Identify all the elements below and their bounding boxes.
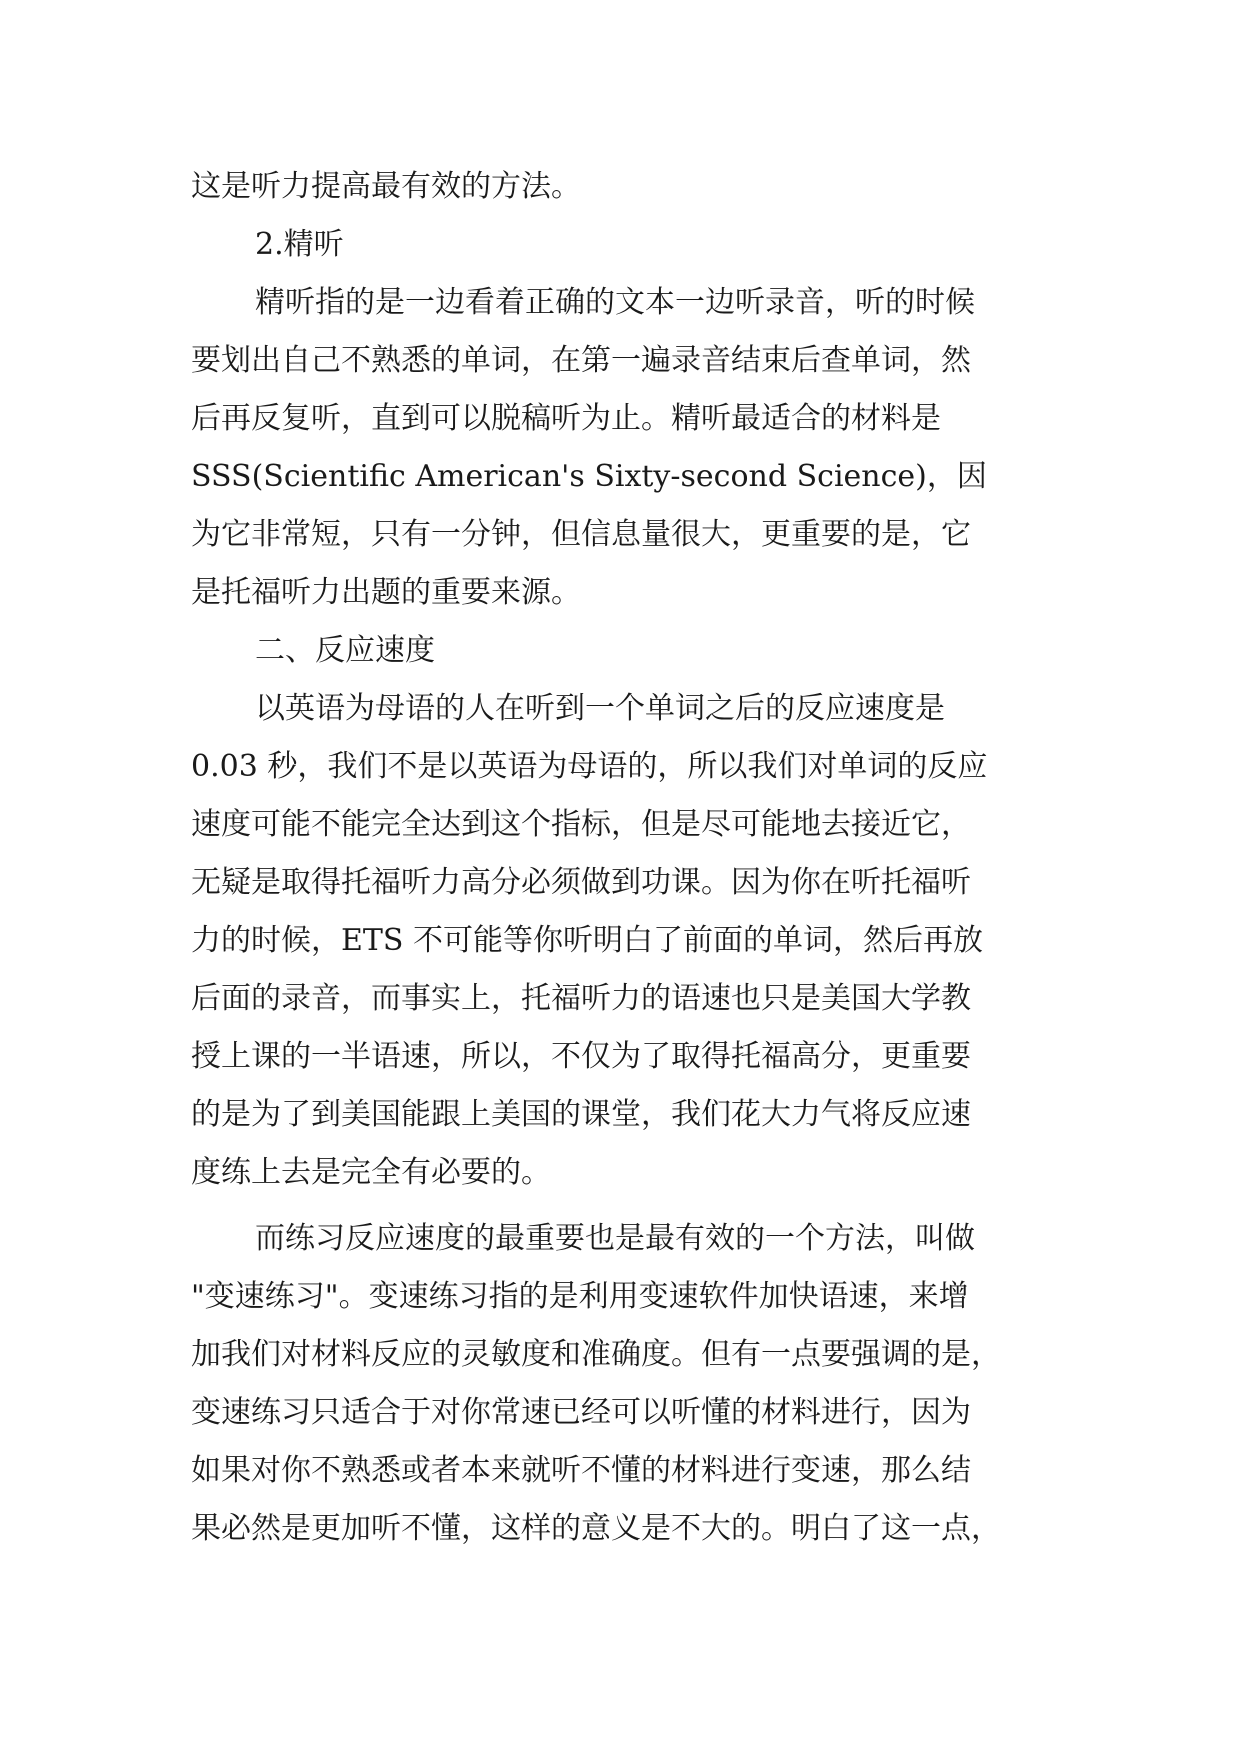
- text-line: 要划出自己不熟悉的单词，在第一遍录音结束后查单词，然: [191, 343, 971, 378]
- section-heading: 二、反应速度: [255, 633, 435, 668]
- text-line: 精听指的是一边看着正确的文本一边听录音，听的时候: [255, 285, 975, 320]
- text-line: 授上课的一半语速，所以，不仅为了取得托福高分，更重要: [191, 1039, 971, 1074]
- text-line: 后面的录音，而事实上，托福听力的语速也只是美国大学教: [191, 981, 971, 1016]
- text-line: 的是为了到美国能跟上美国的课堂，我们花大力气将反应速: [191, 1097, 971, 1132]
- text-line: 这是听力提高最有效的方法。: [191, 169, 581, 204]
- document-body: [191, 158, 1051, 1558]
- text-line: 0.03 秒，我们不是以英语为母语的，所以我们对单词的反应: [191, 749, 988, 784]
- text-line: 加我们对材料反应的灵敏度和准确度。但有一点要强调的是，: [191, 1337, 1001, 1372]
- text-line: "变速练习"。变速练习指的是利用变速软件加快语速，来增: [191, 1279, 969, 1314]
- section-heading: 2.精听: [255, 227, 344, 262]
- text-line: 以英语为母语的人在听到一个单词之后的反应速度是: [255, 691, 945, 726]
- text-line: 而练习反应速度的最重要也是最有效的一个方法，叫做: [255, 1221, 975, 1256]
- text-line: 无疑是取得托福听力高分必须做到功课。因为你在听托福听: [191, 865, 971, 900]
- text-line: 度练上去是完全有必要的。: [191, 1155, 551, 1190]
- text-line: 为它非常短，只有一分钟，但信息量很大，更重要的是，它: [191, 517, 971, 552]
- text-line: 速度可能不能完全达到这个指标，但是尽可能地去接近它，: [191, 807, 971, 842]
- text-line: 是托福听力出题的重要来源。: [191, 575, 581, 610]
- text-line: 如果对你不熟悉或者本来就听不懂的材料进行变速，那么结: [191, 1453, 971, 1488]
- text-line: SSS(Scientific American's Sixty-second Science)，因: [191, 459, 987, 494]
- text-line: 力的时候，ETS 不可能等你听明白了前面的单词，然后再放: [191, 923, 983, 958]
- text-line: 后再反复听，直到可以脱稿听为止。精听最适合的材料是: [191, 401, 941, 436]
- text-line: 果必然是更加听不懂，这样的意义是不大的。明白了这一点，: [191, 1511, 1001, 1546]
- text-line: 变速练习只适合于对你常速已经可以听懂的材料进行，因为: [191, 1395, 971, 1430]
